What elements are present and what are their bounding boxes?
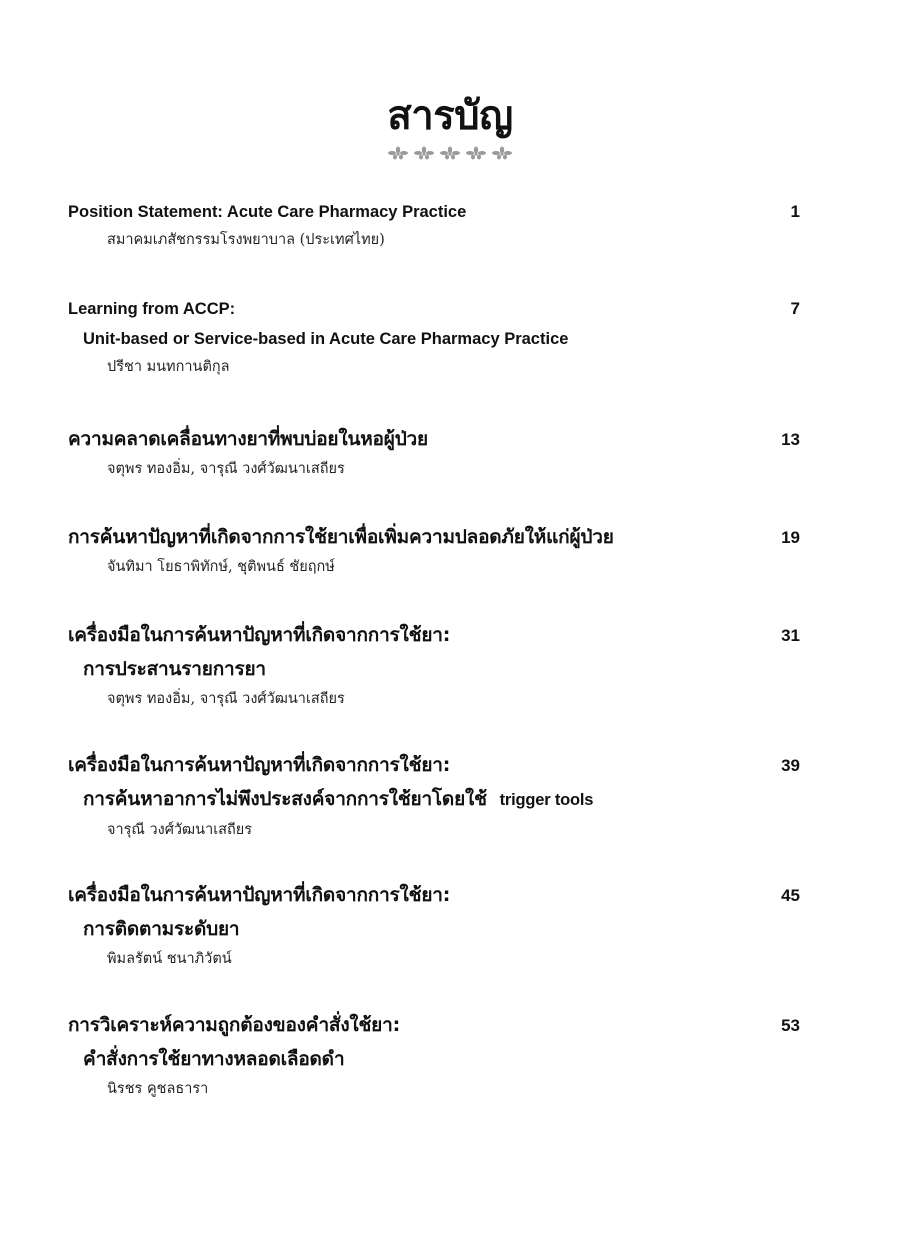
flower-ornament-icon [439, 146, 461, 160]
toc-entry[interactable] [68, 1008, 800, 1102]
toc-entry-subtitle-english: trigger tools [499, 791, 594, 809]
toc-page-number: 39 [781, 756, 800, 775]
toc-entry[interactable] [68, 520, 800, 580]
toc-entry-authors: สมาคมเภสัชกรรมโรงพยาบาล (ประเทศไทย) [107, 232, 385, 248]
toc-page-number: 1 [790, 202, 800, 221]
toc-entry-title[interactable]: Position Statement: Acute Care Pharmacy Practice [68, 203, 467, 221]
toc-entry-subtitle[interactable]: การติดตามระดับยา [83, 918, 240, 940]
toc-entry[interactable] [68, 618, 800, 712]
toc-entry[interactable] [68, 197, 800, 253]
toc-page-number: 7 [790, 299, 800, 318]
toc-page-number: 45 [781, 886, 800, 905]
toc-entry-subtitle-thai: การค้นหาอาการไม่พึงประสงค์จากการใช้ยาโดยใช้ [83, 788, 487, 810]
toc-entry-title[interactable]: การวิเคราะห์ความถูกต้องของคำสั่งใช้ยา: [68, 1014, 400, 1036]
toc-entry[interactable] [68, 294, 800, 380]
toc-entry-title[interactable]: เครื่องมือในการค้นหาปัญหาที่เกิดจากการใช้ยา: [68, 624, 451, 646]
toc-page-number: 53 [781, 1016, 800, 1035]
toc-entry-authors: จตุพร ทองอิ่ม, จารุณี วงศ์วัฒนาเสถียร [107, 691, 345, 707]
toc-entry-title[interactable]: เครื่องมือในการค้นหาปัญหาที่เกิดจากการใช้ยา: [68, 754, 451, 776]
toc-entry-authors: จันทิมา โยธาพิทักษ์, ชุติพนธ์ ชัยฤกษ์ [107, 559, 335, 575]
flower-ornament-icon [413, 146, 435, 160]
flower-ornament-icon [387, 146, 409, 160]
toc-entry-title[interactable]: การค้นหาปัญหาที่เกิดจากการใช้ยาเพื่อเพิ่มความปลอดภัยให้แก่ผู้ป่วย [68, 526, 614, 548]
toc-entry-subtitle[interactable]: Unit-based or Service-based in Acute Care Pharmacy Practice [83, 330, 569, 348]
toc-entry-authors: พิมลรัตน์ ชนาภิวัตน์ [107, 951, 232, 967]
toc-entry-authors: จารุณี วงศ์วัฒนาเสถียร [107, 822, 253, 838]
toc-entry[interactable] [68, 878, 800, 972]
toc-entry-authors: จตุพร ทองอิ่ม, จารุณี วงศ์วัฒนาเสถียร [107, 461, 345, 477]
toc-entry-title[interactable]: ความคลาดเคลื่อนทางยาที่พบบ่อยในหอผู้ป่วย [68, 428, 428, 450]
toc-page-number: 19 [781, 528, 800, 547]
toc-entry-subtitle[interactable]: คำสั่งการใช้ยาทางหลอดเลือดดำ [83, 1048, 345, 1070]
toc-entry-authors: นิรชร คูชลธารา [107, 1081, 209, 1097]
toc-entry-title[interactable]: เครื่องมือในการค้นหาปัญหาที่เกิดจากการใช้ยา: [68, 884, 451, 906]
toc-page-number: 31 [781, 626, 800, 645]
flower-ornament-icon [491, 146, 513, 160]
toc-entry[interactable] [68, 748, 800, 843]
toc-entry-subtitle[interactable] [68, 782, 800, 817]
toc-entry[interactable] [68, 422, 800, 482]
toc-entry-title[interactable]: Learning from ACCP: [68, 300, 236, 318]
title-ornament [0, 146, 900, 160]
toc-entry-authors: ปรีชา มนทกานติกุล [107, 359, 230, 375]
page-title: สารบัญ [387, 93, 513, 139]
flower-ornament-icon [465, 146, 487, 160]
toc-page-number: 13 [781, 430, 800, 449]
toc-entry-subtitle[interactable]: การประสานรายการยา [83, 658, 266, 680]
